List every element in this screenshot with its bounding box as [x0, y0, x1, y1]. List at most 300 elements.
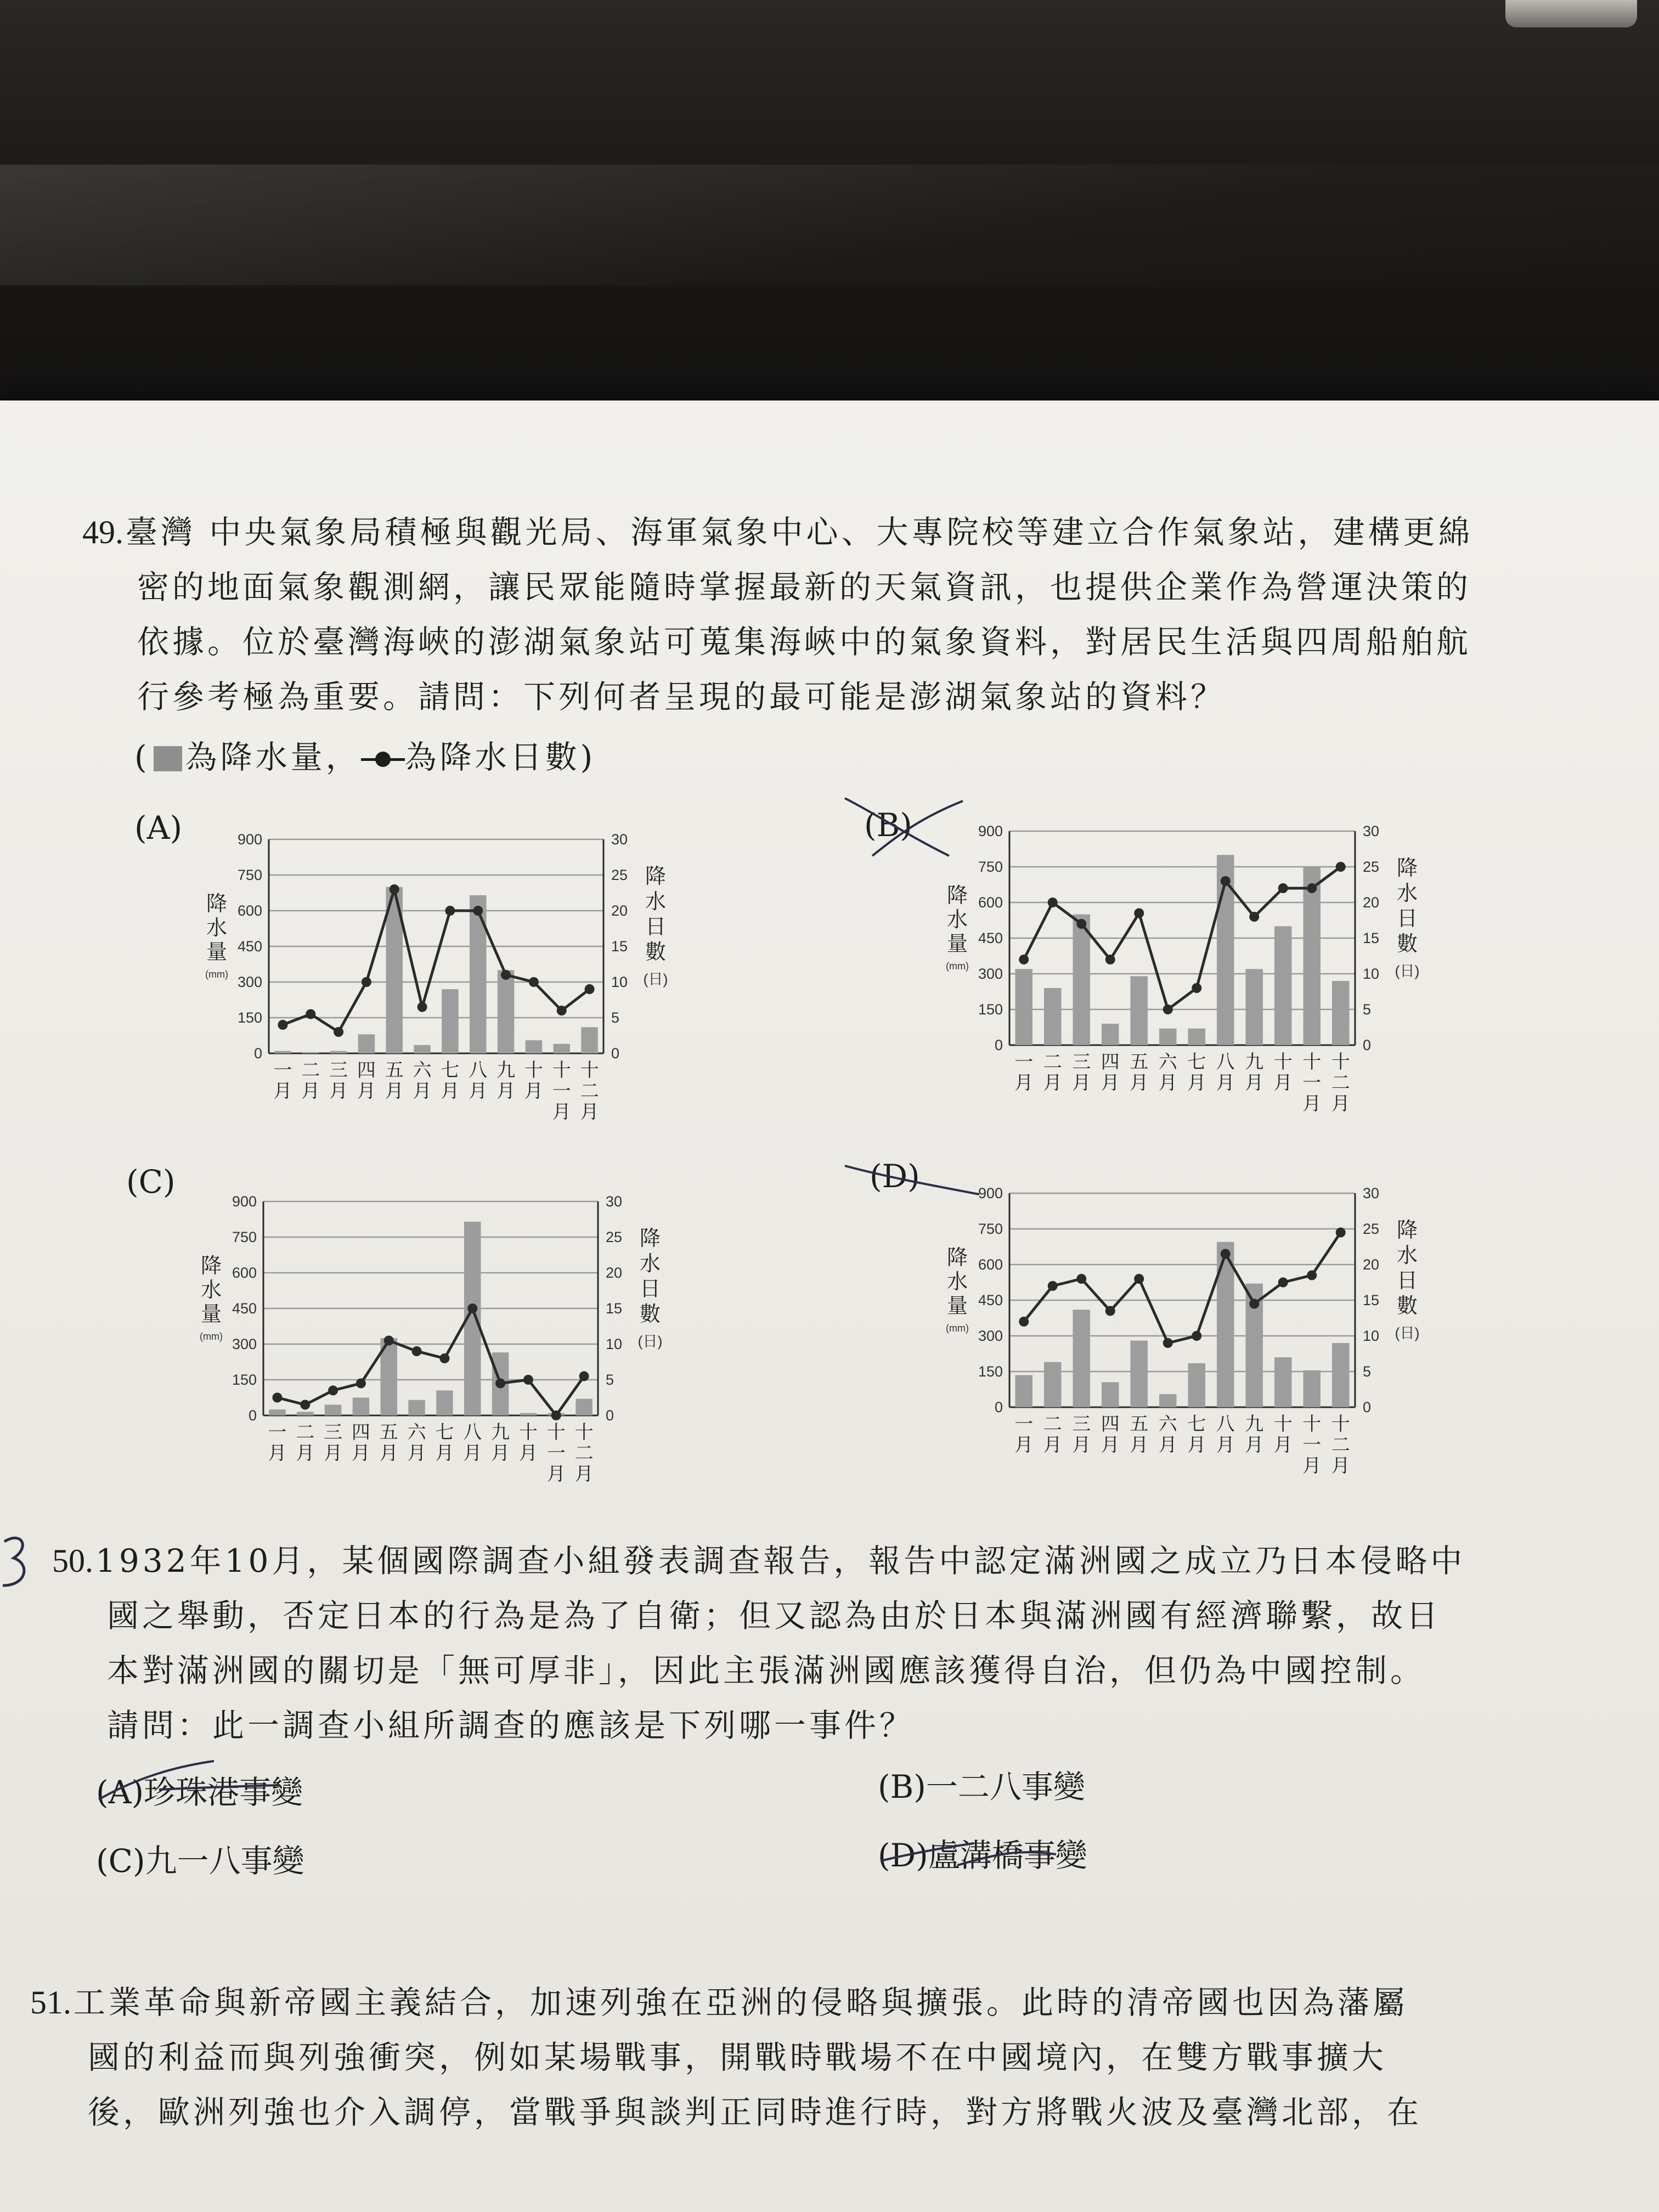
q49-text-1: 臺灣 中央氣象局積極與觀光局、海軍氣象中心、大專院校等建立合作氣象站，建構更綿 [126, 514, 1474, 551]
chart-option-d [927, 1182, 1487, 1489]
rain-days-point [1019, 1317, 1029, 1327]
month-label [1302, 1413, 1321, 1477]
month-label [1014, 1051, 1033, 1094]
month-char: 月 [1331, 1455, 1350, 1477]
month-label [1101, 1051, 1120, 1094]
left-axis-label-char: 降 [206, 891, 228, 916]
rain-days-point [1336, 1228, 1346, 1238]
rain-days-point [1336, 862, 1346, 872]
q49-line-2: 密的地面氣象觀測網，讓民眾能隨時掌握最新的天氣資訊，也提供企業作為營運決策的 [137, 568, 1472, 606]
right-tick-label: 10 [611, 974, 628, 990]
rain-days-point [473, 906, 483, 916]
month-label [1245, 1051, 1263, 1094]
right-tick-label: 20 [1363, 1256, 1380, 1273]
left-tick-label: 300 [232, 1336, 257, 1352]
rain-days-point [1307, 883, 1317, 893]
month-char: 四 [357, 1059, 376, 1081]
q51-text-1: 工業革命與新帝國主義結合，加速列強在亞洲的侵略與擴張。此時的清帝國也因為藩屬 [74, 1984, 1408, 2021]
rain-days-point [300, 1400, 310, 1410]
month-char: 月 [385, 1080, 404, 1102]
left-tick-label: 750 [237, 867, 262, 883]
left-tick-label: 900 [978, 1185, 1003, 1201]
rain-days-point [579, 1372, 589, 1381]
handwritten-mark [0, 1531, 33, 1591]
month-char: 月 [1014, 1072, 1034, 1094]
rain-days-point [529, 977, 539, 987]
precip-bar [1073, 1310, 1091, 1407]
left-tick-label: 0 [248, 1407, 257, 1424]
left-tick-label: 900 [232, 1193, 257, 1210]
rain-days-point [1076, 919, 1086, 929]
q50-option-b: (B)一二八事變 [878, 1768, 1085, 1805]
month-label [524, 1059, 543, 1102]
exam-paper [0, 400, 1659, 2212]
month-label [329, 1059, 348, 1102]
month-char: 一 [1302, 1434, 1322, 1456]
month-label [552, 1059, 571, 1123]
month-label [1302, 1051, 1321, 1115]
rain-days-point [1249, 1299, 1259, 1309]
month-label [1331, 1051, 1350, 1115]
month-label [547, 1421, 566, 1485]
precip-bar [581, 1027, 598, 1053]
left-axis-unit: (mm) [946, 961, 969, 972]
left-tick-label: 450 [978, 930, 1003, 946]
rain-days-point [1278, 883, 1288, 893]
month-label [519, 1421, 538, 1464]
month-label [268, 1421, 286, 1464]
precip-bar [1246, 969, 1263, 1045]
right-axis-label-char: 數 [645, 940, 667, 964]
rain-days-point [278, 1020, 287, 1030]
month-char: 月 [1130, 1072, 1149, 1094]
month-char: 五 [385, 1059, 404, 1081]
month-char: 二 [296, 1421, 315, 1443]
left-tick-label: 0 [253, 1045, 262, 1062]
month-char: 十 [1273, 1413, 1293, 1435]
legend-line-text: 為降水日數) [404, 738, 596, 776]
month-char: 四 [1101, 1413, 1120, 1435]
precip-bar [498, 970, 515, 1053]
precip-bar [436, 1391, 453, 1416]
left-tick-label: 600 [978, 894, 1003, 911]
precip-bar [470, 895, 487, 1053]
left-axis-unit: (mm) [946, 1323, 969, 1334]
q51-line-3: 後，歐洲列強也介入調停，當戰爭與談判正同時進行時，對方將戰火波及臺灣北部，在 [88, 2094, 1423, 2131]
month-char: 月 [496, 1080, 516, 1102]
precip-bar [330, 1051, 347, 1053]
right-tick-label: 25 [611, 867, 628, 883]
month-char: 七 [435, 1421, 454, 1443]
month-label [1159, 1413, 1178, 1456]
left-tick-label: 750 [978, 1221, 1003, 1237]
precip-bar [1131, 1341, 1148, 1407]
q49-line-3: 依據。位於臺灣海峽的澎湖氣象站可蒐集海峽中的氣象資料，對居民生活與四周船舶航 [137, 623, 1472, 661]
month-char: 一 [546, 1442, 566, 1464]
rain-days-point [1105, 1306, 1115, 1316]
desk-edge [0, 165, 1659, 285]
month-char: 月 [580, 1101, 599, 1123]
left-tick-label: 300 [978, 966, 1003, 982]
month-char: 七 [1187, 1051, 1206, 1073]
month-label [352, 1421, 370, 1464]
month-char: 月 [546, 1463, 566, 1485]
month-char: 月 [1072, 1072, 1091, 1094]
month-char: 月 [324, 1442, 343, 1464]
right-axis-label-char: 水 [1396, 1243, 1418, 1267]
left-axis-label-char: 水 [946, 1269, 968, 1294]
rain-days-point [328, 1386, 338, 1396]
right-tick-label: 10 [1363, 966, 1380, 982]
right-axis-label-char: 日 [1396, 906, 1418, 930]
month-char: 月 [296, 1442, 315, 1464]
option-c-label: (C) [126, 1163, 176, 1200]
rain-days-point [1048, 898, 1058, 907]
month-char: 十 [580, 1059, 599, 1081]
rain-days-line [1024, 1233, 1341, 1344]
precip-bar [1073, 915, 1091, 1045]
month-char: 月 [1216, 1072, 1235, 1094]
rain-days-point [1163, 1338, 1173, 1348]
month-label [496, 1059, 515, 1102]
month-char: 月 [407, 1442, 426, 1464]
right-axis-label-char: 日 [645, 915, 667, 939]
month-char: 月 [1158, 1072, 1177, 1094]
month-label [1187, 1413, 1206, 1456]
right-tick-label: 20 [606, 1265, 623, 1281]
right-axis-label-char: 數 [1396, 932, 1418, 956]
q50-option-a: (A)珍珠港事變 [96, 1774, 303, 1811]
option-a-label: (A) [134, 809, 183, 847]
left-axis-unit: (mm) [200, 1331, 223, 1342]
month-label [301, 1059, 320, 1102]
month-label [324, 1421, 342, 1464]
precip-bar [575, 1399, 592, 1415]
q50-line-4: 請問：此一調查小組所調查的應該是下列哪一事件？ [107, 1707, 915, 1744]
month-label [575, 1421, 594, 1485]
precip-bar [269, 1409, 286, 1415]
q51-line-1 [30, 1975, 1408, 2030]
rain-days-point [334, 1027, 343, 1037]
chart-option-a [187, 828, 735, 1136]
rain-days-point [1221, 876, 1231, 886]
precip-bar [1015, 1375, 1033, 1408]
month-char: 月 [1158, 1434, 1177, 1456]
left-tick-label: 300 [978, 1328, 1003, 1344]
month-label [273, 1059, 292, 1102]
precip-bar [554, 1044, 571, 1053]
month-char: 六 [413, 1059, 432, 1081]
q51-line-2: 國的利益而與列強衝突，例如某場戰事，開戰時戰場不在中國境內，在雙方戰事擴大 [88, 2039, 1387, 2076]
right-axis-label-char: 降 [1396, 856, 1418, 880]
left-axis-label-char: 水 [946, 907, 968, 932]
left-axis-label-char: 量 [200, 1302, 222, 1326]
month-label [1216, 1413, 1235, 1456]
left-axis-label-char: 水 [206, 916, 228, 940]
left-tick-label: 450 [978, 1292, 1003, 1308]
rain-days-point [1163, 1005, 1173, 1014]
month-char: 八 [1216, 1051, 1235, 1073]
right-axis-unit: (日) [643, 971, 668, 988]
left-tick-label: 450 [237, 938, 262, 955]
left-tick-label: 150 [978, 1363, 1003, 1380]
rain-days-point [1019, 955, 1029, 964]
month-char: 月 [1302, 1093, 1322, 1115]
month-label [1072, 1051, 1091, 1094]
month-label [413, 1059, 432, 1102]
legend-bar-swatch-icon [154, 746, 182, 771]
left-axis-label-char: 降 [946, 1245, 968, 1269]
month-char: 一 [1302, 1072, 1322, 1094]
month-char: 月 [518, 1442, 538, 1464]
month-char: 月 [441, 1080, 460, 1102]
left-tick-label: 750 [232, 1229, 257, 1245]
left-tick-label: 600 [978, 1256, 1003, 1273]
month-char: 八 [1216, 1413, 1235, 1435]
rain-days-point [1134, 1274, 1144, 1284]
month-char: 十 [1331, 1413, 1350, 1435]
rain-days-point [412, 1346, 422, 1356]
rain-days-point [1192, 1331, 1201, 1341]
month-char: 二 [1331, 1434, 1350, 1456]
precip-bar [442, 989, 459, 1053]
month-char: 一 [1014, 1413, 1034, 1435]
cable-connector [1505, 0, 1637, 27]
rain-days-point [557, 1006, 567, 1015]
precip-bar [520, 1413, 537, 1415]
right-tick-label: 0 [1363, 1037, 1372, 1053]
precip-bar [1274, 1357, 1292, 1407]
month-char: 月 [357, 1080, 376, 1102]
q50-number: 50. [52, 1543, 93, 1579]
month-char: 一 [1014, 1051, 1034, 1073]
precip-bar [1304, 1370, 1321, 1407]
right-tick-label: 5 [611, 1009, 620, 1026]
month-char: 月 [524, 1080, 543, 1102]
month-char: 月 [463, 1442, 482, 1464]
precip-bar [1131, 976, 1148, 1045]
q49-legend [134, 730, 596, 785]
month-label [1130, 1051, 1148, 1094]
month-char: 九 [496, 1059, 516, 1081]
legend-open-paren: ( [134, 738, 150, 776]
month-char: 二 [1043, 1051, 1062, 1073]
right-tick-label: 0 [611, 1045, 620, 1062]
left-tick-label: 150 [232, 1372, 257, 1388]
month-char: 十 [546, 1421, 566, 1443]
precip-bar [1044, 988, 1062, 1045]
month-char: 一 [273, 1059, 292, 1081]
right-axis-label-char: 日 [1396, 1268, 1418, 1293]
month-char: 七 [441, 1059, 460, 1081]
right-tick-label: 20 [1363, 894, 1380, 911]
month-label [1216, 1051, 1235, 1094]
chart-option-b [927, 820, 1487, 1127]
q50-text-1: 1932年10月，某個國際調查小組發表調查報告，報告中認定滿洲國之成立乃日本侵略中 [95, 1542, 1466, 1579]
left-tick-label: 600 [237, 902, 262, 919]
month-label [1159, 1051, 1178, 1094]
month-char: 月 [1130, 1434, 1149, 1456]
month-char: 月 [1014, 1434, 1034, 1456]
q50-line-1 [52, 1533, 1465, 1588]
left-axis-label-char: 水 [200, 1278, 222, 1302]
month-label [296, 1421, 314, 1464]
month-char: 二 [301, 1059, 320, 1081]
month-char: 月 [1302, 1455, 1322, 1477]
right-tick-label: 0 [606, 1407, 614, 1424]
left-tick-label: 750 [978, 859, 1003, 875]
precip-bar [1304, 867, 1321, 1045]
right-tick-label: 10 [1363, 1328, 1380, 1344]
rain-days-point [551, 1410, 561, 1420]
precip-bar [1332, 981, 1350, 1045]
q49-number: 49. [82, 514, 123, 550]
month-char: 九 [1245, 1413, 1264, 1435]
month-char: 六 [1158, 1413, 1177, 1435]
month-char: 月 [552, 1101, 571, 1123]
right-tick-label: 30 [1363, 823, 1380, 839]
left-tick-label: 150 [978, 1001, 1003, 1018]
rain-days-point [439, 1353, 449, 1363]
month-char: 月 [1331, 1093, 1350, 1115]
precip-bar [358, 1034, 375, 1053]
right-tick-label: 30 [611, 831, 628, 848]
rain-days-point [362, 977, 371, 987]
precip-bar [1159, 1029, 1177, 1045]
month-label [1014, 1413, 1033, 1456]
left-tick-label: 900 [237, 831, 262, 848]
month-label [580, 1059, 599, 1123]
month-char: 月 [379, 1442, 398, 1464]
precip-bar [302, 1052, 319, 1053]
month-char: 十 [1331, 1051, 1350, 1073]
month-label [1245, 1413, 1263, 1456]
rain-days-point [1192, 983, 1201, 993]
month-label [1187, 1051, 1206, 1094]
month-char: 二 [574, 1442, 594, 1464]
left-axis-unit: (mm) [205, 969, 228, 980]
month-char: 一 [552, 1080, 571, 1102]
left-tick-label: 300 [237, 974, 262, 990]
month-char: 月 [273, 1080, 292, 1102]
rain-days-point [1105, 955, 1115, 964]
month-char: 十 [552, 1059, 571, 1081]
right-tick-label: 20 [611, 902, 628, 919]
precip-bar [1332, 1343, 1350, 1407]
month-char: 十 [574, 1421, 594, 1443]
right-axis-label-char: 降 [639, 1226, 661, 1250]
month-char: 十 [1302, 1413, 1322, 1435]
left-tick-label: 150 [237, 1009, 262, 1026]
month-char: 月 [413, 1080, 432, 1102]
left-tick-label: 900 [978, 823, 1003, 839]
rain-days-point [1278, 1278, 1288, 1288]
month-label [1043, 1051, 1062, 1094]
q50-option-c: (C)九一八事變 [96, 1842, 304, 1880]
q50-line-2: 國之舉動，否定日本的行為是為了自衛；但又認為由於日本與滿洲國有經濟聯繫，故日 [107, 1597, 1442, 1634]
right-tick-label: 15 [606, 1300, 623, 1317]
month-char: 三 [324, 1421, 343, 1443]
precip-bar [1102, 1024, 1119, 1045]
right-tick-label: 5 [1363, 1001, 1372, 1018]
right-axis-label-char: 降 [645, 864, 667, 888]
precip-bar [353, 1398, 370, 1416]
left-tick-label: 450 [232, 1300, 257, 1317]
right-tick-label: 15 [1363, 1292, 1380, 1308]
month-label [435, 1421, 454, 1464]
q50-line-3: 本對滿洲國的關切是「無可厚非」，因此主張滿洲國應該獲得自治，但仍為中國控制。 [107, 1652, 1426, 1689]
left-tick-label: 600 [232, 1265, 257, 1281]
right-tick-label: 0 [1363, 1399, 1372, 1415]
month-label [357, 1059, 376, 1102]
month-char: 月 [1043, 1072, 1062, 1094]
q50-option-d: (D)盧溝橋事變 [878, 1837, 1087, 1874]
right-tick-label: 25 [1363, 859, 1380, 875]
precip-bar [1188, 1363, 1206, 1407]
right-tick-label: 10 [606, 1336, 623, 1352]
month-char: 月 [469, 1080, 488, 1102]
rain-days-point [384, 1336, 394, 1346]
right-axis-label-char: 數 [639, 1302, 661, 1326]
month-char: 月 [435, 1442, 454, 1464]
q49-line-1 [82, 505, 1473, 560]
precip-bar [408, 1400, 425, 1415]
left-axis-label-char: 降 [946, 883, 968, 907]
right-axis-label-char: 水 [639, 1251, 661, 1276]
month-label [1130, 1413, 1148, 1456]
month-char: 六 [407, 1421, 426, 1443]
month-char: 九 [491, 1421, 510, 1443]
month-char: 二 [1043, 1413, 1062, 1435]
option-b-label: (B) [864, 806, 912, 844]
month-char: 三 [329, 1059, 348, 1081]
left-tick-label: 0 [994, 1399, 1003, 1415]
month-char: 月 [1273, 1072, 1293, 1094]
month-label [1072, 1413, 1091, 1456]
rain-days-point [501, 970, 511, 980]
month-char: 月 [1273, 1434, 1293, 1456]
right-tick-label: 25 [606, 1229, 623, 1245]
precip-bar [1015, 969, 1033, 1045]
rain-days-point [523, 1375, 533, 1385]
precip-bar [1044, 1362, 1062, 1407]
rain-days-line [277, 1308, 584, 1415]
month-char: 五 [379, 1421, 398, 1443]
month-char: 一 [268, 1421, 287, 1443]
month-char: 八 [463, 1421, 482, 1443]
left-axis-label-char: 量 [206, 940, 228, 964]
month-label [1274, 1051, 1293, 1094]
left-axis-label-char: 量 [946, 932, 968, 956]
right-axis-label-char: 降 [1396, 1218, 1418, 1242]
month-label [1274, 1413, 1293, 1456]
right-tick-label: 25 [1363, 1221, 1380, 1237]
month-char: 十 [524, 1059, 543, 1081]
month-char: 月 [1245, 1072, 1264, 1094]
month-char: 二 [1331, 1072, 1350, 1094]
right-tick-label: 30 [606, 1193, 623, 1210]
left-axis-label-char: 降 [200, 1254, 222, 1278]
rain-days-point [1307, 1271, 1317, 1280]
right-tick-label: 15 [1363, 930, 1380, 946]
month-char: 四 [1101, 1051, 1120, 1073]
precip-bar [297, 1412, 314, 1416]
rain-days-point [495, 1379, 505, 1389]
month-char: 月 [1187, 1434, 1206, 1456]
month-char: 月 [301, 1080, 320, 1102]
month-char: 八 [469, 1059, 488, 1081]
month-label [463, 1421, 482, 1464]
